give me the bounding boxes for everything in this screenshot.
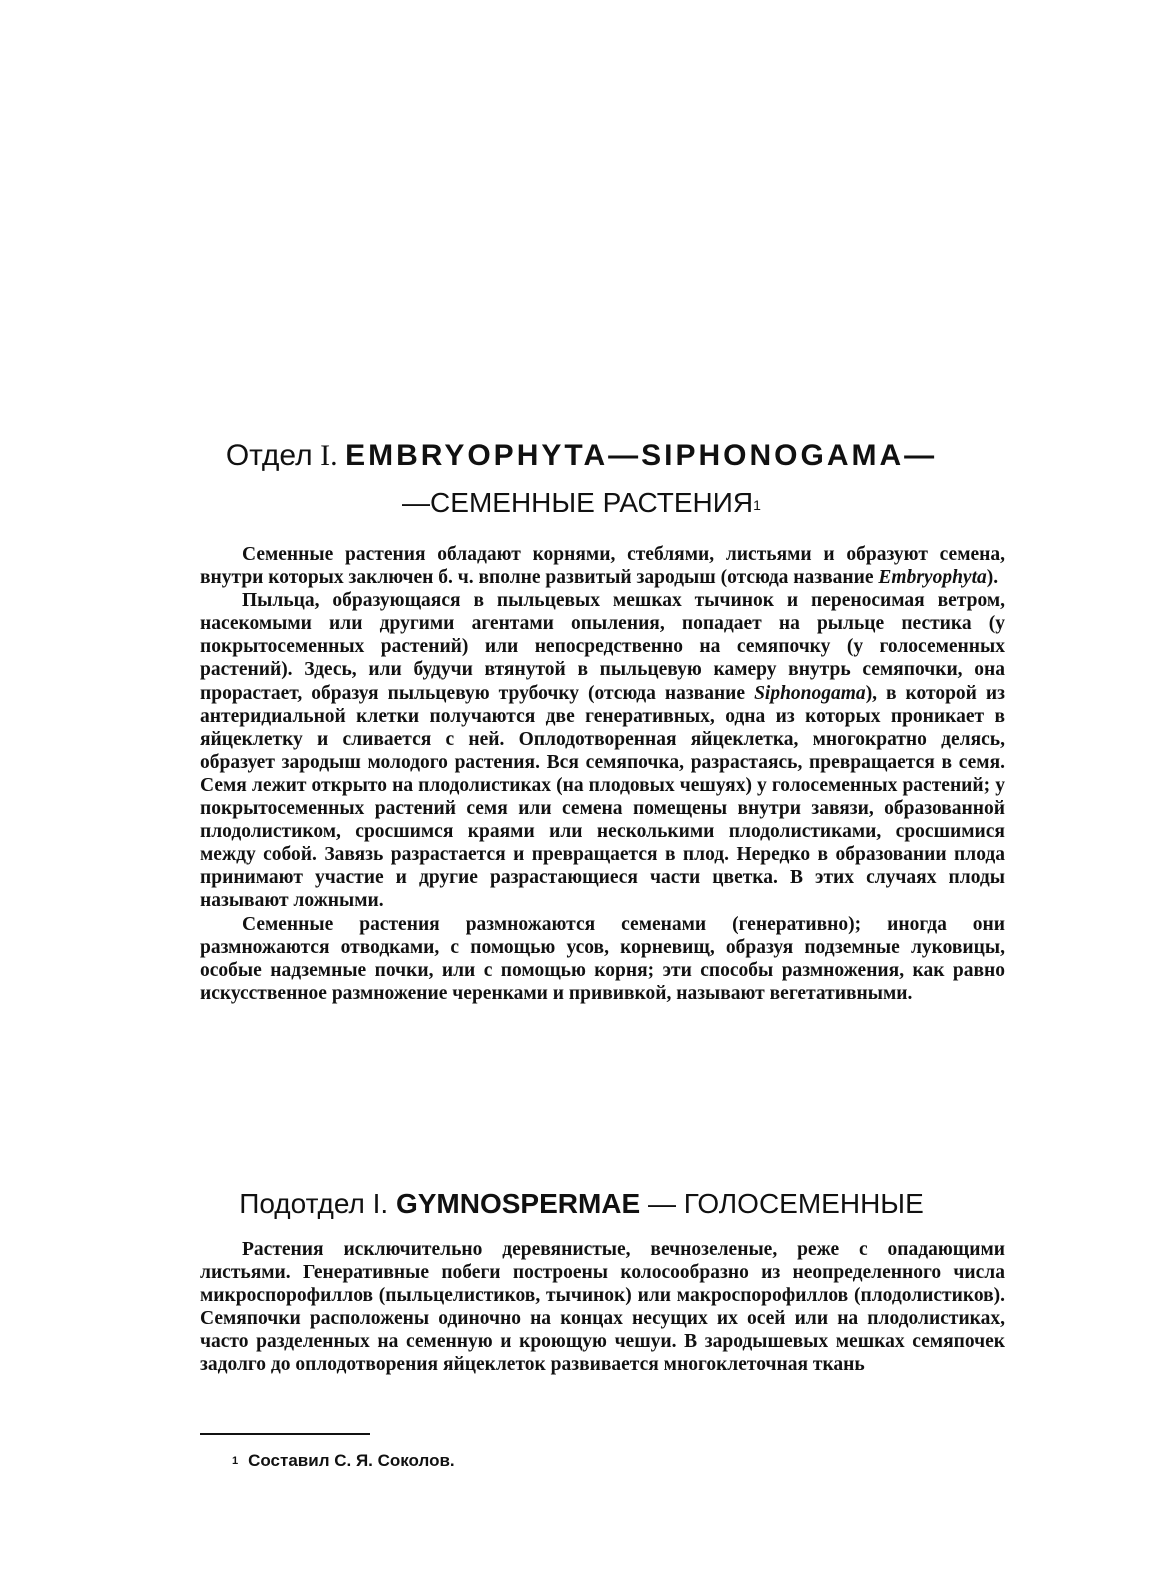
paragraph-text: ). bbox=[986, 567, 999, 589]
paragraph-text: Семенные растения обладают корнями, стеблями, листьями и образуют семена, внутри которых заключен б. ч. вполне развитый зародыш (отсюда название bbox=[200, 544, 1005, 589]
paragraph-text: Пыльца, образующаяся в пыльцевых мешках тычинок и переносимая ветром, насекомыми или другими агентами опыления, попадает на рыльце пестика (у покрытосеменных растений) или непосредственно на семяпочку (у голосеменных растений). Здесь, или будучи втянутой в пыльцевую камеру внутрь семяпочки, она прорастает, образуя пыльцевую трубочку (отсюда название bbox=[200, 590, 1005, 704]
paragraph bbox=[200, 543, 1005, 589]
division-title-prefix: Отдел bbox=[225, 439, 313, 472]
division-subtitle-text: —СЕМЕННЫЕ РАСТЕНИЯ bbox=[402, 487, 754, 518]
subdivision-latin: GYMNOSPERMAE bbox=[395, 1188, 641, 1219]
footnote-divider bbox=[200, 1433, 370, 1435]
section2-body bbox=[200, 1238, 1005, 1377]
paragraph: Семенные растения размножаются семенами (генеративно); иногда они размножаются отводками, с помощью усов, корневищ, образуя подземные луковицы, особые надземные почки, или с помощью корня; эти способы размножения, как равно искусственное размножение черенками и прививкой, называют вегетативными. bbox=[200, 913, 1005, 1004]
division-title-number: I. bbox=[320, 439, 338, 472]
subdivision-prefix: Подотдел I. bbox=[239, 1188, 389, 1219]
latin-term: Siphonogama bbox=[754, 682, 866, 704]
subdivision-suffix: — ГОЛОСЕМЕННЫЕ bbox=[647, 1188, 924, 1219]
footnote bbox=[232, 1450, 455, 1472]
footnote-marker: 1 bbox=[232, 1455, 239, 1467]
subdivision-title bbox=[0, 1184, 1163, 1224]
section1-body bbox=[200, 543, 1005, 1005]
paragraph-text: ), в которой из антеридиальной клетки получаются две генеративных, одна из которых проникает в яйцеклетку и сливается с ней. Оплодотворенная яйцеклетка, многократно делясь, образует зародыш молодого растения. Вся семяпочка, разрастаясь, превращается в семя. Семя лежит открыто на плодолистиках (на плодовых чешуях) у голосеменных растений; у покрытосеменных растений семя или семена помещены внутри завязи, образованной плодолистиком, сросшимся краями или несколькими плодолистиками, сросшимися между собой. Завязь разрастается и превращается в плод. Нередко в образовании плода принимают участие и другие разрастающиеся части цветка. В этих случаях плоды называют ложными. bbox=[200, 682, 1005, 912]
paragraph bbox=[200, 589, 1005, 912]
footnote-text: Составил С. Я. Соколов. bbox=[248, 1451, 455, 1470]
division-subtitle bbox=[0, 483, 1163, 523]
latin-term: Embryophyta bbox=[878, 567, 987, 589]
division-title bbox=[0, 436, 1163, 476]
division-title-latin: EMBRYOPHYTA—SIPHONOGAMA— bbox=[345, 439, 938, 472]
footnote-ref: 1 bbox=[753, 497, 761, 513]
paragraph: Растения исключительно деревянистые, вечнозеленые, реже с опадающими листьями. Генеративные побеги построены колосообразно из неопределенного числа микроспорофиллов (пыльцелистиков, тычинок) или макроспорофиллов (плодолистиков). Семяпочки расположены одиночно на концах несущих их осей или на плодолистиках, часто разделенных на семенную и кроющую чешуи. В зародышевых мешках семяпочек задолго до оплодотворения яйцеклеток развивается многоклеточная ткань bbox=[200, 1239, 1005, 1376]
